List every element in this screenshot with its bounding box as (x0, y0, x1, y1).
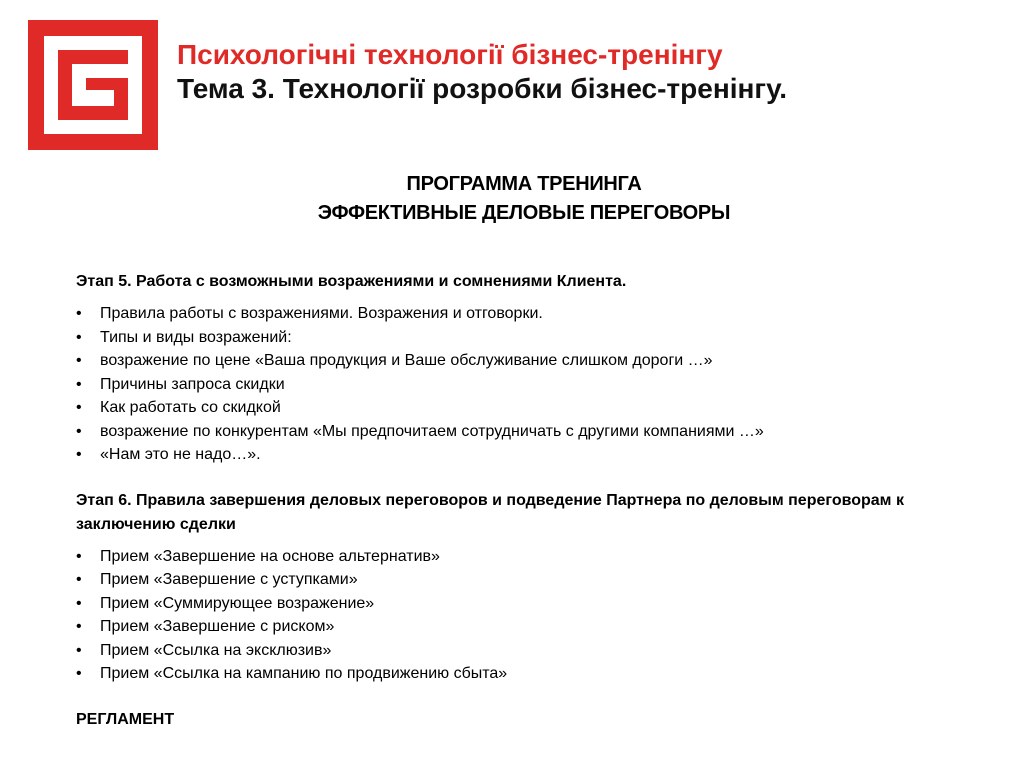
bullet-icon: • (76, 352, 82, 369)
stage-6-list (76, 545, 986, 686)
list-item (76, 662, 986, 686)
list-item (76, 396, 986, 420)
list-item-text: возражение по цене «Ваша продукция и Ваше обслуживание слишком дороги …» (100, 352, 713, 369)
bullet-icon: • (76, 571, 82, 588)
bullet-icon: • (76, 305, 82, 322)
slide-header (177, 38, 1007, 106)
bullet-icon: • (76, 375, 82, 393)
list-item-text: Прием «Завершение с риском» (100, 618, 335, 635)
list-item-text: Прием «Суммирующее возражение» (100, 594, 375, 612)
list-item-text: Правила работы с возражениями. Возражения и отговорки. (100, 305, 543, 322)
bullet-icon: • (76, 446, 82, 463)
list-item-text: Прием «Ссылка на кампанию по продвижению сбыта» (100, 665, 508, 682)
list-item (76, 349, 986, 373)
list-item-text: «Нам это не надо…». (100, 446, 261, 463)
list-item (76, 443, 986, 467)
slide-content (76, 270, 986, 732)
bullet-icon: • (76, 618, 82, 635)
list-item-text: Причины запроса скидки (100, 375, 285, 393)
stage-6-block (76, 489, 986, 686)
course-title: Психологічні технології бізнес-тренінгу (177, 39, 723, 70)
program-heading-line-2: ЭФФЕКТИВНЫЕ ДЕЛОВЫЕ ПЕРЕГОВОРЫ (317, 202, 731, 224)
list-item (76, 326, 986, 350)
list-item (76, 592, 986, 616)
bullet-icon: • (76, 399, 82, 416)
list-item-text: Типы и виды возражений: (100, 328, 292, 346)
list-item-text: Прием «Завершение на основе альтернатив» (100, 547, 440, 565)
program-heading-line-1: ПРОГРАММА ТРЕНИНГА (406, 173, 642, 195)
list-item-text: возражение по конкурентам «Мы предпочитаем сотрудничать с другими компаниями …» (100, 422, 764, 440)
bullet-icon: • (76, 665, 82, 682)
list-item (76, 615, 986, 639)
list-item (76, 545, 986, 569)
stage-5-block (76, 270, 986, 467)
program-heading (0, 170, 1024, 228)
list-item (76, 568, 986, 592)
list-item (76, 420, 986, 444)
reglament-heading: РЕГЛАМЕНТ (76, 710, 175, 728)
bullet-icon: • (76, 594, 82, 612)
topic-title: Тема 3. Технології розробки бізнес-тренінгу. (177, 73, 787, 104)
stage-6-title: Этап 6. Правила завершения деловых переговоров и подведение Партнера по деловым переговорам к заключению сделки (76, 491, 904, 533)
list-item-text: Как работать со скидкой (100, 399, 281, 416)
list-item-text: Прием «Ссылка на эксклюзив» (100, 641, 332, 659)
stage-5-title: Этап 5. Работа с возможными возражениями и сомнениями Клиента. (76, 273, 627, 290)
bullet-icon: • (76, 328, 82, 346)
stage-5-list (76, 302, 986, 467)
list-item (76, 373, 986, 397)
list-item (76, 302, 986, 326)
list-item (76, 639, 986, 663)
bullet-icon: • (76, 641, 82, 659)
bullet-icon: • (76, 547, 82, 565)
spiral-logo-icon (28, 20, 158, 150)
bullet-icon: • (76, 422, 82, 440)
list-item-text: Прием «Завершение с уступками» (100, 571, 358, 588)
